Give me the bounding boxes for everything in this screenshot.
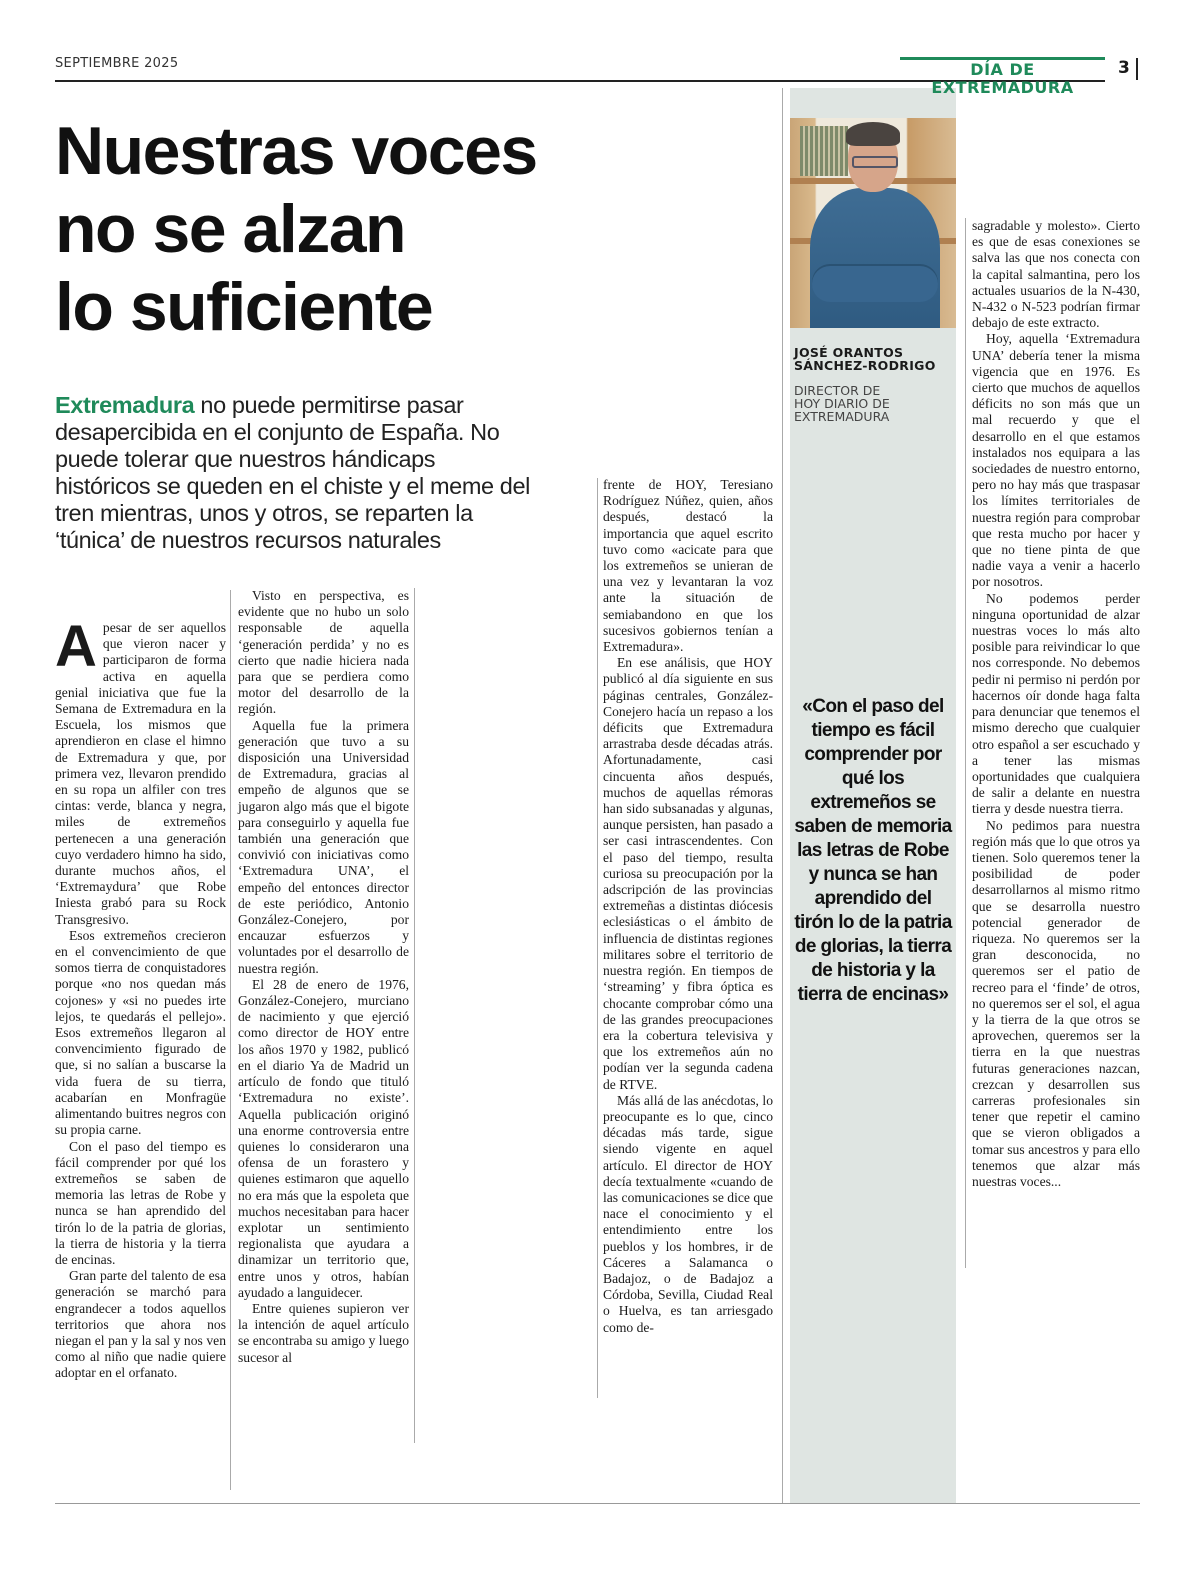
column-divider [414,588,415,1443]
author-role-line: EXTREMADURA [794,409,890,424]
paragraph: sagradable y molesto». Cierto es que de esas conexiones se salva las que nos conecta con la capital salmantina, pero los actuales usuarios de la N-430, N-432 o N-523 podrían firmar debajo de este extracto. [972,218,1140,331]
author-role-line: HOY DIARIO DE [794,396,890,411]
paragraph: No pedimos para nuestra región más que lo que otros ya tienen. Solo queremos tener la posibilidad de poder desarrollarnos al mismo ritmo que se desarrolla nuestro potencial generador de riqueza. No queremos ser la gran desconocida, no queremos ser el patio de recreo para el ‘finde’ de otros, no queremos ser el sol, el agua y la tierra de la que otros se aprovechen, queremos ser la tierra en la que nuestras futuras generaciones nazcan, crezcan y desarrollen sus carreras profesionales sin tener que repetir el camino que se vieron obligados a tomar sus ancestros y para ello tenemos que alzar más nuestras voces... [972,817,1140,1189]
crossed-arms [812,266,938,302]
column-divider [597,478,598,1398]
author-role [794,384,890,423]
paragraph [55,614,226,928]
footer-rule [55,1503,1140,1504]
author-name [794,346,936,372]
author-role-line: DIRECTOR DE [794,383,881,398]
paragraph: Esos extremeños crecieron en el convencimiento de que somos tierra de conquistadores porque «no nos quedan más cojones» y «si no puedes irte lejos, te quedarás el pellejo». Esos extremeños llegaron al convencimiento figurado de que, si no salían a buscarse la vida fuera de su tierra, acabarían en Monfragüe alimentando buitres negros con su propia carne. [55,927,226,1138]
issue-date: SEPTIEMBRE 2025 [55,56,179,71]
headline-line: no se alzan [55,191,406,267]
article-column-2 [238,588,409,1366]
author-name-line: JOSÉ ORANTOS [794,345,904,360]
paragraph: El 28 de enero de 1976, González-Conejero, murciano de nacimiento y que ejerció como director de HOY entre los años 1970 y 1982, publicó en el diario Ya de Madrid un artículo de fondo que tituló ‘Extremadura no existe’. Aquella publicación originó una enorme controversia entre quienes lo consideraron una ofensa de un forastero y quienes estimaron que aquello no era más que la espoleta que muchos necesitaban para hacer explotar un sentimiento regionalista que ayudara a dinamizar un territorio que, entre unos y otros, habían ayudado a languidecer. [238,976,409,1300]
paragraph: En ese análisis, que HOY publicó al día siguiente en sus páginas centrales, González-Conejero hacía un repaso a los déficits que Extremadura arrastraba desde décadas atrás. Afortunadamente, casi cincuenta años después, muchos de aquellas rémoras han sido subsanadas y algunas, aunque persisten, han pasado a ser casi intrascendentes. Con el paso del tiempo, resulta curiosa su preocupación por la adscripción de las provincias extremeñas a distintas diócesis eclesiásticas o el ámbito de influencia de distintas regiones militares sobre el territorio de nuestra región. En tiempos de ‘streaming’ y fibra óptica es chocante comprobar cómo una de las grandes preocupaciones era la cobertura televisiva y que los extremeños aún no podían ver la segunda cadena de RTVE. [603,655,773,1092]
paragraph: Aquella fue la primera generación que tuvo a su disposición una Universidad de Extremadura, gracias al empeño de algunos que se jugaron algo más que el bigote para conseguirlo y aquella fue también una generación que convivió con iniciativas como ‘Extremadura UNA’, el empeño del entonces director de este periódico, Antonio González-Conejero, por encauzar esfuerzos y voluntades por el desarrollo de nuestra región. [238,717,409,976]
paragraph: Con el paso del tiempo es fácil comprender por qué los extremeños se saben de memoria las letras de Robe y nunca se han aprendido del tirón lo de la patria de glorias, la tierra de historia y la tierra de encinas. [55,1138,226,1267]
pull-quote: «Con el paso del tiempo es fácil comprender por qué los extremeños se saben de memoria las letras de Robe y nunca se han aprendido del tirón lo de la patria de glorias, la tierra de historia y la tierra de encinas» [794,696,952,1005]
deck-text: no puede permitirse pasar desapercibida en el conjunto de España. No puede tolerar que nuestros hándicaps históricos se queden en el chiste y el meme del tren mientras, unos y otros, se reparten la ‘túnica’ de nuestros recursos naturales [55,392,530,553]
bookshelf [800,126,848,176]
deck [55,392,535,554]
paragraph: No podemos perder ninguna oportunidad de alzar nuestras voces lo más alto posible para reivindicar lo que nos corresponde. No debemos pedir ni permiso ni perdón por hacernos oír donde haga falta para denunciar que tenemos el mismo derecho que cualquier otro español a ser escuchado y a tener las mismas oportunidades que cualquiera de salir a delante en nuestra tierra y desde nuestra tierra. [972,590,1140,817]
article-column-1 [55,614,226,1382]
section-label: DÍA DE EXTREMADURA [900,57,1105,97]
headline-line: lo suficiente [55,269,433,345]
paragraph: Hoy, aquella ‘Extremadura UNA’ debería tener la misma vigencia que en 1976. Es cierto que muchos de aquellos déficits no son más que un mal recuerdo y que el desarrollo en el que estamos instalados nos equipara a las sociedades de nuestro entorno, pero no hay más que traspasar los límites territoriales de nuestra región para comprobar que resta mucho por hacer y que no tiene pinta de que nadie vaya a venir a hacerlo por nosotros. [972,331,1140,590]
paragraph: frente de HOY, Teresiano Rodríguez Núñez, quien, años después, destacó la importancia que aquel escrito tuvo como «acicate para que los extremeños se unieran de una vez y levantaran la voz ante la situación de semiabandono en que los sucesivos gobiernos tenían a Extremadura». [603,477,773,655]
deck-highlight: Extremadura [55,392,195,418]
author-hair [846,122,900,146]
article-column-3 [603,477,773,1336]
paragraph: Entre quienes supieron ver la intención de aquel artículo se encontraba su amigo y luego sucesor al [238,1300,410,1365]
author-name-line: SÁNCHEZ-RODRIGO [794,358,936,373]
paragraph: Gran parte del talento de esa generación se marchó para engrandecer a todos aquellos territorios que ahora nos niegan el pan y la sal y nos ven como al niño que nadie quiere adoptar en el orfanato. [55,1268,226,1381]
page-number-bar [1136,58,1138,80]
column-divider [965,218,966,1268]
author-figure [810,188,940,328]
glasses [852,156,898,168]
paragraph: Visto en perspectiva, es evidente que no hubo un solo responsable de aquella ‘generación perdida’ y no es cierto que nadie hiciera nada para que se perdiera como motor del desarrollo de la región. [238,588,409,717]
drop-cap: A [55,614,97,679]
paragraph: Más allá de las anécdotas, lo preocupante es lo que, cinco décadas más tarde, sigue siendo vigente en aquel artículo. El director de HOY decía textualmente «cuando de las comunicaciones se dice que nace el conocimiento y el entendimiento entre los pueblos y los hombres, ir de Cáceres a Salamanca o Badajoz, o de Badajoz a Córdoba, Sevilla, Ciudad Real o Huelva, es tan arriesgado como de- [603,1092,773,1335]
author-photo [790,118,956,328]
article-column-4 [972,218,1140,1190]
column-divider [782,88,783,1504]
page-number: 3 [1118,58,1130,78]
headline [55,112,615,346]
headline-line: Nuestras voces [55,113,537,189]
paragraph-text: pesar de ser aquellos que vieron nacer y participaron de forma activa en aquella genial iniciativa que fue la Semana de Extremadura en la Escuela, los mismos que aprendieron en clase el himno de Extremadura y que, por primera vez, llevaron prendido en su ropa un alfiler con tres cintas: verde, blanca y negra, miles de extremeños pertenecen a una generación cuyo verdadero himno ha sido, durante muchos años, el ‘Extremaydura’ que Robe Iniesta grabó para su Rock Transgresivo. [55,620,226,927]
column-divider [230,590,231,1490]
